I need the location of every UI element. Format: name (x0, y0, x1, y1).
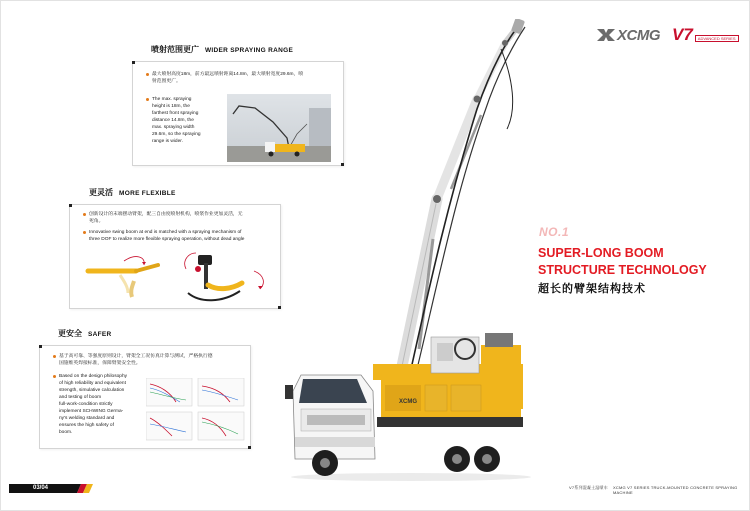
section3-title (58, 328, 112, 339)
section1-bullet-cn: 最大喷射高度18m，前方最远喷射距离14.8m，最大喷射宽度29.6m，喷 射范围更广。 (152, 71, 337, 85)
section2-title (89, 187, 176, 198)
feature-number: NO.1 (539, 225, 570, 239)
brand-header (597, 25, 739, 45)
section2-title-en: MORE FLEXIBLE (119, 190, 176, 197)
footer-series-en: XCMG V7 SERIES TRUCK-MOUNTED CONCRETE SPRAYING MACHINE (613, 485, 738, 495)
spraying-mechanism-illustration (178, 249, 274, 307)
section1-title-en: WIDER SPRAYING RANGE (205, 47, 294, 54)
simulation-charts-graphic (146, 378, 246, 442)
section3-title-en: SAFER (88, 331, 112, 338)
section2-title-cn: 更灵活 (89, 188, 113, 197)
footer-series-cn: V7系列混凝土湿喷车 (569, 485, 608, 490)
section3-bullet-cn: 基于高可靠、等强度原则设计，臂架全工况仿真计算与测试，严格执行德 国施维英焊接标准，保障臂架安全性。 (59, 353, 244, 367)
feature-heading-en: SUPER-LONG BOOM STRUCTURE TECHNOLOGY (538, 246, 707, 277)
section1-title (151, 44, 293, 55)
truck-brand-label: XCMG (399, 399, 417, 405)
footer-color-band (9, 484, 99, 493)
section1-bullet-en: The max. spraying height is 18m, the farthest front spraying distance 14.8m, the max. spraying width 29.6m, so the spraying range is wider. (152, 96, 227, 145)
swing-boom-illustration (84, 251, 166, 305)
spraying-truck-image (281, 19, 541, 483)
section3-bullet-en: Based on the design philosophy of high reliability and equivalent strength, simulative calculation and testing of boom full-work-condition strictly implement SCHWING Germa- ny's welding standard and ensures the high safety of boom. (59, 373, 149, 436)
section2-box (69, 204, 281, 309)
section3-title-cn: 更安全 (58, 329, 82, 338)
brand-logo-text: XCMG (617, 26, 660, 44)
section2-bullet-en: Innovative swing boom at end is matched with a spraying mechanism of three DOF to realize more flexible spraying operation, without dead angle (89, 229, 279, 243)
section1-title-cn: 喷射范围更广 (151, 45, 199, 54)
series-tag: ADVANCED SERIES (695, 35, 739, 42)
xcmg-logo-icon (597, 29, 615, 41)
page-number: 03/04 (33, 485, 49, 491)
feature-heading-cn: 超长的臂架结构技术 (538, 283, 646, 295)
series-logo: V7 (672, 25, 693, 44)
section2-bullet-cn: 创新设计的末端摆动臂架，配三自由度喷射机构，喷浆作业更加灵活，无 死角。 (89, 211, 274, 225)
section3-box (39, 345, 251, 449)
